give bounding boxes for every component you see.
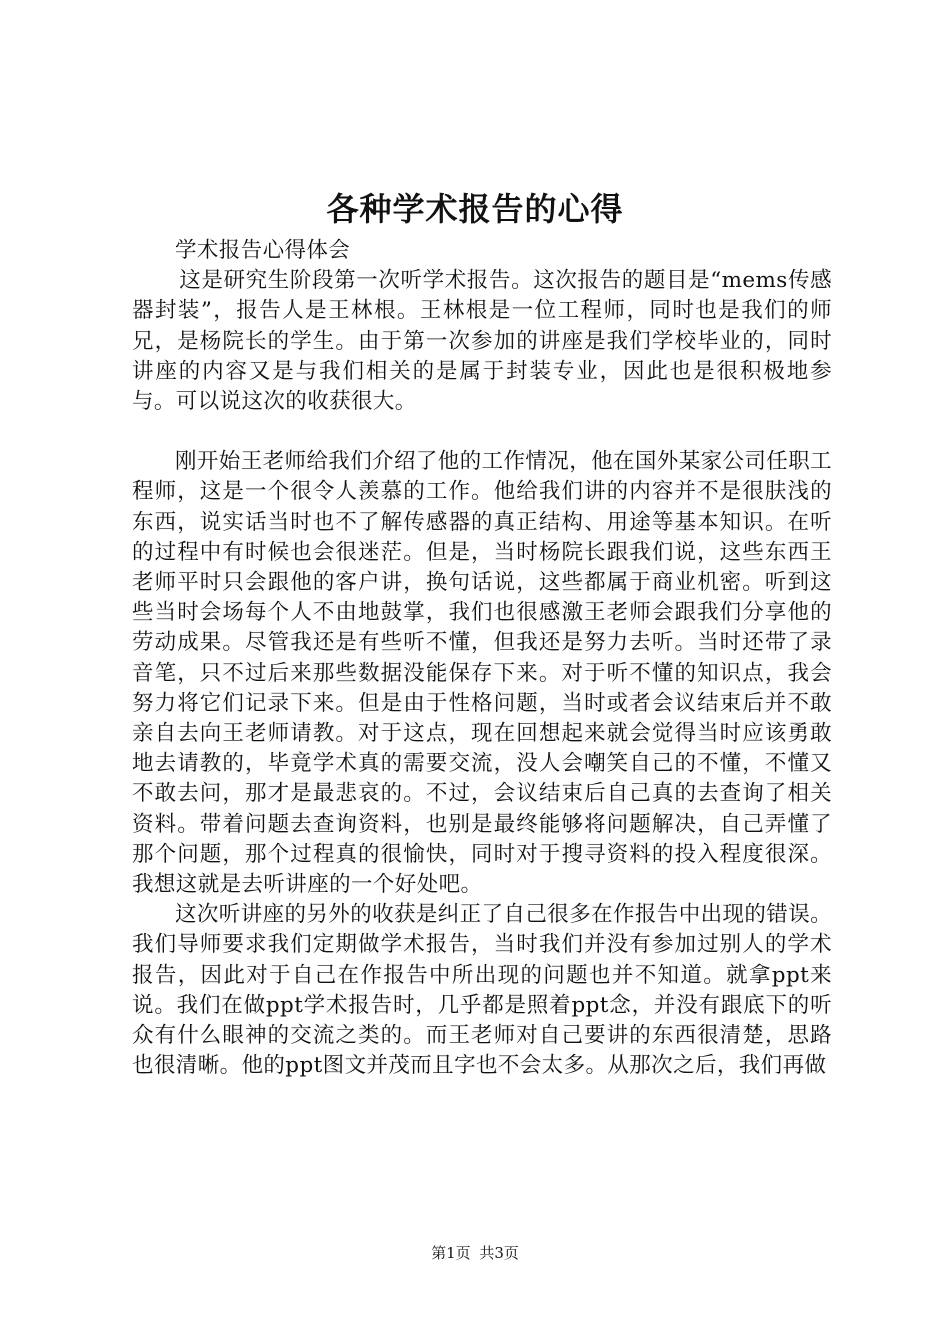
document-title: 各种学术报告的心得 xyxy=(326,190,624,228)
document-body xyxy=(132,236,832,1081)
paragraph-3: 这次听讲座的另外的收获是纠正了自己很多在作报告中出现的错误。我们导师要求我们定期做学术报告，当时我们并没有参加过别人的学术报告，因此对于自己在作报告中所出现的问题也并不知道。就拿ppt来说。我们在做ppt学术报告时，几乎都是照着ppt念，并没有跟底下的听众有什么眼神的交流之类的。而王老师对自己要讲的东西很清楚，思路也很清晰。他的ppt图文并茂而且字也不会太多。从那次之后，我们再做 xyxy=(132,902,833,1079)
page-footer: 第1页 共3页 xyxy=(431,1244,519,1262)
document-subtitle: 学术报告心得体会 xyxy=(175,238,351,263)
paragraph-2: 刚开始王老师给我们介绍了他的工作情况，他在国外某家公司任职工程师，这是一个很令人羡慕的工作。他给我们讲的内容并不是很肤浅的东西，说实话当时也不了解传感器的真正结构、用途等基本知识。在听的过程中有时候也会很迷茫。但是，当时杨院长跟我们说，这些东西王老师平时只会跟他的客户讲，换句话说，这些都属于商业机密。听到这些当时会场每个人不由地鼓掌，我们也很感激王老师会跟我们分享他的劳动成果。尽管我还是有些听不懂，但我还是努力去听。当时还带了录音笔，只不过后来那些数据没能保存下来。对于听不懂的知识点，我会努力将它们记录下来。但是由于性格问题，当时或者会议结束后并不敢亲自去向王老师请教。对于这点，现在回想起来就会觉得当时应该勇敢地去请教的，毕竟学术真的需要交流，没人会嘲笑自己的不懂，不懂又不敢去问，那才是最悲哀的。不过，会议结束后自己真的去查询了相关资料。带着问题去查询资料，也别是最终能够将问题解决，自己弄懂了那个问题，那个过程真的很愉快，同时对于搜寻资料的投入程度很深。我想这就是去听讲座的一个好处吧。 xyxy=(132,449,833,898)
paragraph-spacer xyxy=(132,417,832,447)
paragraph-1: 这是研究生阶段第一次听学术报告。这次报告的题目是“mems传感器封装”，报告人是王林根。王林根是一位工程师，同时也是我们的师兄，是杨院长的学生。由于第一次参加的讲座是我们学校毕业的，同时讲座的内容又是与我们相关的是属于封装专业，因此也是很积极地参与。可以说这次的收获很大。 xyxy=(132,268,832,415)
